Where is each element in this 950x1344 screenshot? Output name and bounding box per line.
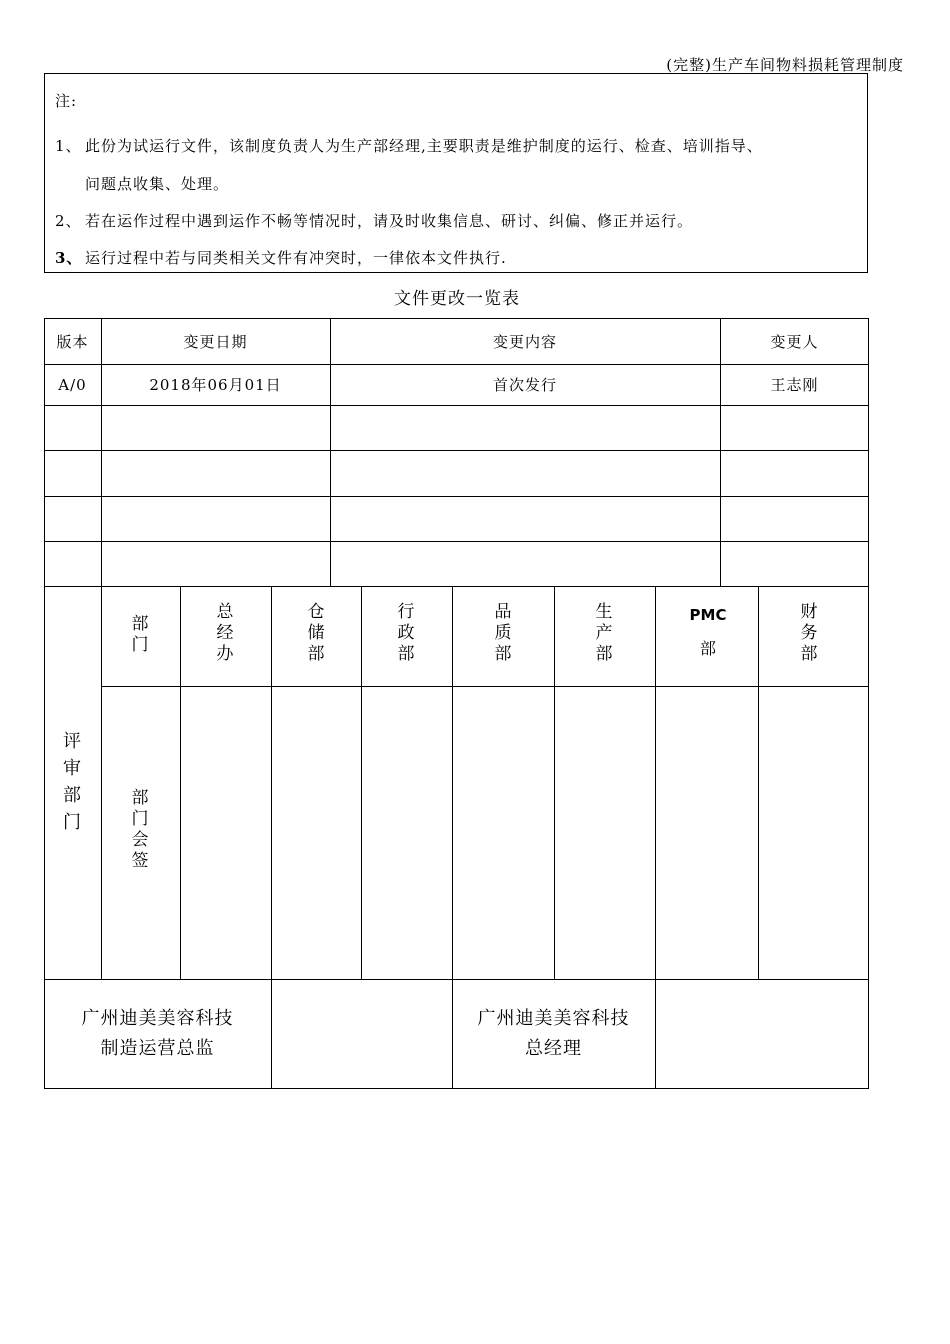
header-date: 变更日期 [183,332,248,351]
signature-right-title: 总经理 [525,1038,582,1059]
signature-left-company: 广州迪美美容科技 [81,1008,234,1029]
note-3-text: 运行过程中若与同类相关文件有冲突时，一律依本文件执行. [85,249,507,267]
row-3-version [44,450,101,496]
header-version: 版本 [56,332,89,351]
row-3-content [330,450,720,496]
row-5-date [101,541,330,586]
dept-quality: 品质部 [494,602,512,664]
note-3-number: 3、 [55,249,83,267]
dept-pmc [684,606,732,659]
row-2-person [720,405,869,450]
row-1-person: 王志刚 [770,376,819,394]
note-2-number: 2、 [55,212,82,230]
row-4-version [44,496,101,541]
signature-left-label [44,1004,271,1064]
row-1-date: 2018年06月01日 [149,376,282,394]
dept-warehouse: 仓储部 [307,602,325,664]
note-1-line-2: 问题点收集、处理。 [85,175,230,193]
dept-pmc-cn: 部 [699,639,716,658]
signature-left-title: 制造运营总监 [100,1038,215,1059]
change-table-title: 文件更改一览表 [394,289,520,309]
row-2-version [44,405,101,450]
header-content: 变更内容 [492,332,557,351]
row-2-content [330,405,720,450]
review-department-label: 评审部门 [63,731,81,833]
document-header: (完整)生产车间物料损耗管理制度 [666,56,904,74]
row-3-person [720,450,869,496]
row-3-date [101,450,330,496]
row-5-content [330,541,720,586]
notes-heading: 注: [55,92,78,110]
dept-production: 生产部 [595,602,613,664]
row-5-person [720,541,869,586]
department-sign-label: 部门会签 [131,788,149,871]
note-2-text: 若在运作过程中遇到运作不畅等情况时，请及时收集信息、研讨、纠偏、修正并运行。 [85,212,694,230]
row-4-person [720,496,869,541]
notes-box [44,73,868,273]
row-4-content [330,496,720,541]
row-2-date [101,405,330,450]
dept-finance: 财务部 [800,602,818,664]
note-1-line-1: 此份为试运行文件，该制度负责人为生产部经理,主要职责是维护制度的运行、检查、培训指导、 [85,137,763,155]
row-5-version [44,541,101,586]
row-4-date [101,496,330,541]
department-header-label: 部门 [131,614,149,655]
dept-pmc-en: PMC [689,606,727,624]
signature-right-label [452,1004,655,1064]
header-person: 变更人 [770,332,819,351]
dept-general-office: 总经办 [216,602,234,664]
note-1-number: 1、 [55,137,82,155]
signature-right-company: 广州迪美美容科技 [477,1008,630,1029]
row-1-content: 首次发行 [492,376,557,394]
dept-administration: 行政部 [397,602,415,664]
row-1-version: A/0 [58,375,87,394]
